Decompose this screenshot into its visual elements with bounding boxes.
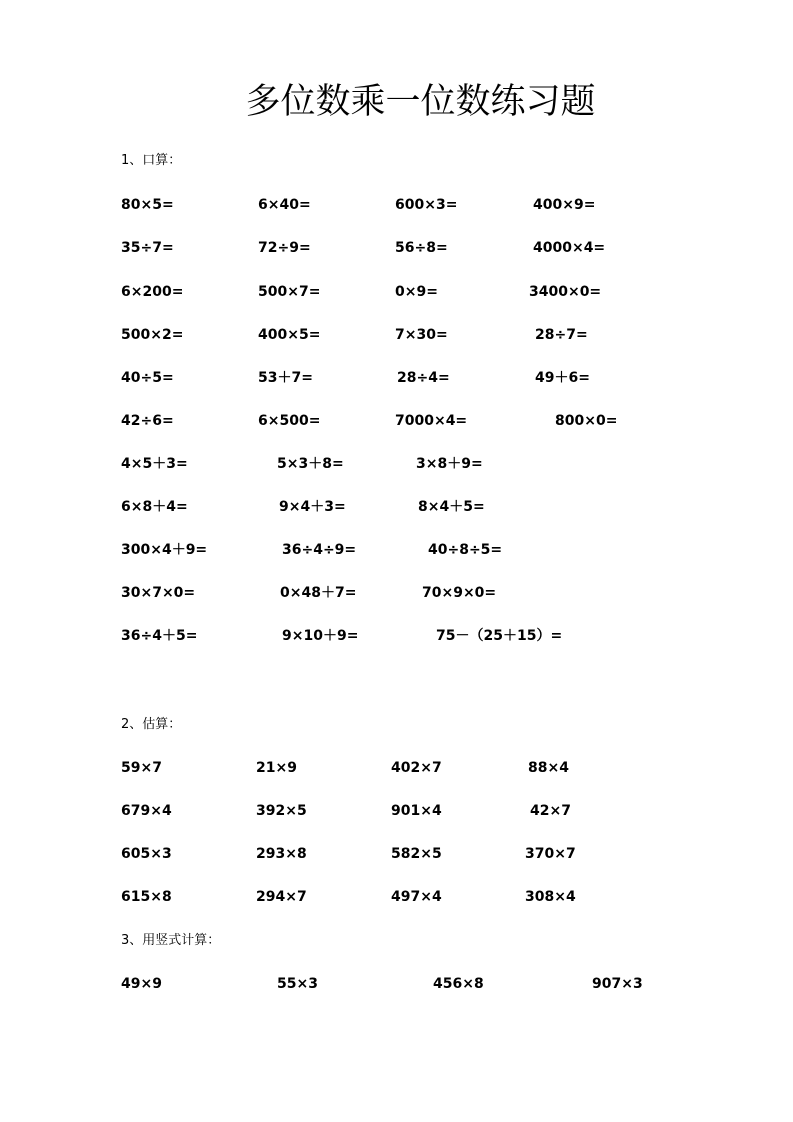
s1-r7-c3: 3×8＋9= [416, 456, 483, 472]
s3-r1-c1: 49×9 [121, 976, 162, 992]
s1-r1-c2: 6×40= [258, 197, 311, 213]
s1-r7-c2: 5×3＋8= [277, 456, 344, 472]
s1-r10-c1: 30×7×0= [121, 585, 196, 601]
s1-r3-c2: 500×7= [258, 284, 321, 300]
section-1-heading: 1、口算： [121, 153, 182, 168]
s1-r1-c1: 80×5= [121, 197, 174, 213]
s1-r7-c1: 4×5＋3= [121, 456, 188, 472]
s1-r3-c1: 6×200= [121, 284, 184, 300]
s2-r2-c3: 901×4 [391, 803, 442, 819]
s1-r5-c2: 53＋7= [258, 370, 313, 386]
s1-r3-c4: 3400×0= [529, 284, 602, 300]
s2-r3-c4: 370×7 [525, 846, 576, 862]
s1-r6-c2: 6×500= [258, 413, 321, 429]
s1-r11-c3: 75－（25＋15）= [436, 628, 563, 644]
s1-r11-c2: 9×10＋9= [282, 628, 359, 644]
s1-r4-c2: 400×5= [258, 327, 321, 343]
s1-r6-c3: 7000×4= [395, 413, 468, 429]
s1-r6-c1: 42÷6= [121, 413, 174, 429]
s2-r4-c2: 294×7 [256, 889, 307, 905]
s1-r9-c1: 300×4＋9= [121, 542, 208, 558]
s2-r4-c4: 308×4 [525, 889, 576, 905]
section-2-heading: 2、估算： [121, 717, 182, 732]
s1-r9-c3: 40÷8÷5= [428, 542, 503, 558]
s2-r4-c1: 615×8 [121, 889, 172, 905]
s3-r1-c3: 456×8 [433, 976, 484, 992]
s1-r8-c2: 9×4＋3= [279, 499, 346, 515]
s1-r5-c4: 49＋6= [535, 370, 590, 386]
s1-r9-c2: 36÷4÷9= [282, 542, 357, 558]
page-title: 多位数乘一位数练习题 [245, 82, 596, 122]
s2-r2-c4: 42×7 [530, 803, 571, 819]
s2-r1-c4: 88×4 [528, 760, 569, 776]
s2-r1-c3: 402×7 [391, 760, 442, 776]
s2-r3-c2: 293×8 [256, 846, 307, 862]
s2-r4-c3: 497×4 [391, 889, 442, 905]
s1-r2-c1: 35÷7= [121, 240, 174, 256]
s1-r2-c4: 4000×4= [533, 240, 606, 256]
s1-r10-c2: 0×48＋7= [280, 585, 357, 601]
s2-r1-c1: 59×7 [121, 760, 162, 776]
s1-r3-c3: 0×9= [395, 284, 438, 300]
s1-r4-c1: 500×2= [121, 327, 184, 343]
s1-r8-c1: 6×8＋4= [121, 499, 188, 515]
s2-r3-c3: 582×5 [391, 846, 442, 862]
s2-r2-c2: 392×5 [256, 803, 307, 819]
s1-r6-c4: 800×0= [555, 413, 618, 429]
s1-r5-c1: 40÷5= [121, 370, 174, 386]
s3-r1-c2: 55×3 [277, 976, 318, 992]
s1-r8-c3: 8×4＋5= [418, 499, 485, 515]
s1-r2-c3: 56÷8= [395, 240, 448, 256]
s1-r1-c3: 600×3= [395, 197, 458, 213]
section-3-heading: 3、用竖式计算： [121, 933, 221, 948]
s1-r1-c4: 400×9= [533, 197, 596, 213]
s1-r4-c4: 28÷7= [535, 327, 588, 343]
s2-r2-c1: 679×4 [121, 803, 172, 819]
s1-r4-c3: 7×30= [395, 327, 448, 343]
s2-r1-c2: 21×9 [256, 760, 297, 776]
s1-r10-c3: 70×9×0= [422, 585, 497, 601]
s2-r3-c1: 605×3 [121, 846, 172, 862]
s3-r1-c4: 907×3 [592, 976, 643, 992]
s1-r11-c1: 36÷4＋5= [121, 628, 198, 644]
s1-r2-c2: 72÷9= [258, 240, 311, 256]
s1-r5-c3: 28÷4= [397, 370, 450, 386]
